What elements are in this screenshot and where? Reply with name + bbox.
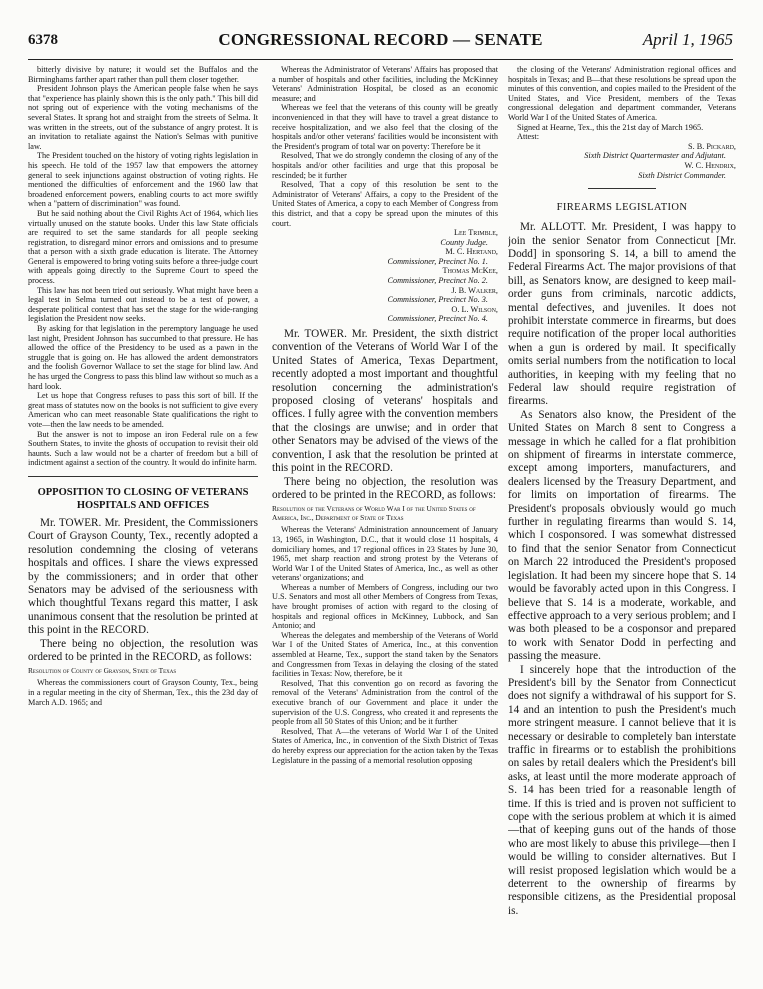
signature-block	[272, 228, 498, 324]
page-number: 6378	[28, 32, 58, 48]
signer-title: Commissioner, Precinct No. 4.	[387, 314, 488, 324]
signer-name: Lee Trimble,	[453, 228, 498, 238]
header-rule	[28, 59, 733, 60]
section-heading: FIREARMS LEGISLATION	[556, 202, 688, 214]
paragraph: But the answer is not to impose an iron Federal rule on a few Southern States, to invite the ghosts of occupation to revisit their old haunts. Such a law would not be a charter of freedom but a bill of indictment against a section of the country. It would do infinite harm.	[28, 429, 258, 468]
signer-name: J. B. Walker,	[451, 285, 498, 295]
paragraph: Mr. ALLOTT. Mr. President, I was happy to join the senior Senator from Connecticut [Mr. Dodd] in sponsoring S. 14, a bill to amend the Federal Firearms Act. The major provisions of that bill, as Senators know, are designed to keep mail-order guns from criminals, narcotic addicts, mental defectives, and juveniles. It does not prohibit interstate commerce in firearms, but does require notification of the proper local authorities when a gun is ordered by mail. It specifically omits serial numbers from the notification to local authorities, in keeping with my feeling that no Federal law should require registration of firearms.	[508, 221, 736, 408]
section-divider	[588, 188, 656, 189]
paragraph: Whereas the delegates and membership of the Veterans of World War I of the United States of America, Inc., at this convention assembled at Hearne, Tex., support the stand taken by the Senators and Congressmen from Texas in delaying the closing of the stated facilities in Texas: Now, therefore, be it	[272, 630, 498, 679]
issue-date: April 1, 1965	[642, 30, 733, 49]
paragraph: Resolved, That A—the veterans of World War I of the United States of America, Inc., in convention of the Sixth District of Texas do hereby express our appreciation for the action taken by the Texas Legislature in the passing of a memorial resolution opposing	[272, 726, 498, 765]
speech-block	[28, 517, 258, 664]
speech-block	[508, 221, 736, 918]
signer-name: S. B. Pickard,	[688, 141, 736, 151]
signer-title: Commissioner, Precinct No. 2.	[387, 276, 488, 286]
publication-title: CONGRESSIONAL RECORD — SENATE	[218, 30, 543, 49]
signer-title: Commissioner, Precinct No. 3.	[387, 295, 488, 305]
paragraph: President Johnson plays the American people false when he says that "experience has plainly shown this is the only path." This bill did not spring out of experience with the voting mechanisms of the several States. It sprang hot and straight from the streets of Selma. It was written in the streets, out of the substance of angry protest. It is an invitation to retaliate against the Nation's Selmas with punitive law.	[28, 84, 258, 151]
paragraph: bitterly divisive by nature; it would set the Buffalos and the Birminghams farther apart rather than pull them closer together.	[28, 65, 258, 84]
paragraph: Let us hope that Congress refuses to pass this sort of bill. If the great mass of statutes now on the books is not sufficient to give every American who can meet reasonable State qualifications the right to vote—then the law needs to be amended.	[28, 391, 258, 429]
section-divider	[28, 476, 258, 477]
section-heading: OPPOSITION TO CLOSING OF VETERANS HOSPITALS AND OFFICES	[37, 486, 249, 511]
paragraph: Whereas the commissioners court of Grayson County, Tex., being in a regular meeting in the city of Sherman, Tex., this the 23d day of March A.D. 1965; and	[28, 678, 258, 707]
resolution-continuation	[508, 65, 736, 180]
signer-title: County Judge.	[440, 237, 488, 247]
signer-title: Sixth District Commander.	[638, 170, 726, 180]
paragraph: Whereas the Administrator of Veterans' Affairs has proposed that a number of hospitals and other facilities, including the McKinney Veterans' Administration Hospital, be closed as an economic measure; and	[272, 65, 498, 103]
paragraph: By asking for that legislation in the peremptory language he used last night, President Johnson has succumbed to that pressure. He has allowed the office of the Presidency to be used as a pawn in the struggle that is going on. He has allowed the ardent demonstrators and the foolish Governor Wallace to set the stage for blind law. And he has urged the Congress to pass this blind law without so much as a hard look.	[28, 324, 258, 391]
speech-block	[272, 328, 498, 502]
signer-name: W. C. Hendrix,	[684, 160, 736, 170]
paragraph: The President touched on the history of voting rights legislation in his speech. He told of the 1957 law that empowers the attorney general to seek injunctions against obstruction of voting rights. He mentioned the difficulties of enforcement and the 1960 law that broadened enforcement powers, enabling courts to act more swiftly when a "pattern of discrimination" was found.	[28, 151, 258, 209]
resolution-body	[28, 678, 258, 707]
editorial-continuation	[28, 65, 258, 468]
paragraph: the closing of the Veterans' Administration regional offices and hospitals in Texas; and B—that these resolutions be spread upon the minutes of this convention, and copies mailed to the President of the United States, and Vice President, members of the Texas congressional delegation and department commander, Veterans World War I of the United States of America.	[508, 65, 736, 122]
paragraph: There being no objection, the resolution was ordered to be printed in the RECORD, as follows:	[28, 637, 258, 663]
signer-title: Sixth District Quartermaster and Adjutant.	[584, 151, 726, 161]
paragraph: Whereas the Veterans' Administration announcement of January 13, 1965, in Washington, D.C., that it would close 11 hospitals, 4 domiciliary homes, and 17 regional offices in 23 States by June 30, 1965, met sharp reaction and strong protest by the Veterans of World War I of the United States of America, Inc., as well as other veterans' organizations; and	[272, 525, 498, 583]
signer-name: M. C. Hertand,	[445, 247, 498, 257]
paragraph: Whereas a number of Members of Congress, including our two U.S. Senators and most all other Members of Congress from Texas, have brought promises of action with regard to the closing of hospitals and regional offices in McKinney, Lubbock, and San Antonio; and	[272, 582, 498, 631]
attest-label: Attest:	[517, 132, 539, 142]
paragraph: Whereas we feel that the veterans of this county will be greatly inconvenienced in that they will have to travel a great distance to receive hospitalization, and we also feel that the closing of the hospitals and/or other veterans' facilities would be inconsistent with the President's program of total war on poverty: Therefore be it	[272, 103, 498, 151]
resolution-title: Resolution of the Veterans of World War I of the United States of America, Inc., Department of State of Texas	[272, 504, 476, 523]
paragraph: Resolved, That a copy of this resolution be sent to the Administrator of Veterans' Affairs, a copy to the President of the United States of America, a copy to each Member of Congress from this district, and that a copy be spread upon the minutes of this court.	[272, 180, 498, 228]
paragraph: Resolved, That we do strongly condemn the closing of any of the hospitals and/or other facilities and urge that this proposal be rescinded; be it further	[272, 151, 498, 180]
resolution-title: Resolution of County of Grayson, State of Texas	[28, 666, 177, 676]
signer-name: Thomas McKee,	[442, 266, 498, 276]
paragraph: This law has not been tried out seriously. What might have been a legal test in Selma turned out instead to be a test of power, a desperate political contest that has set the stage for the wide-ranging legislation the President now seeks.	[28, 285, 258, 324]
paragraph: As Senators also know, the President of the United States on March 8 sent to Congress a message in which he called for a flat prohibition on shipment of firearms in interstate commerce, except among importers, manufacturers, and dealers licensed by the Treasury Department, and for limits on importation of firearms. The President's proposals obviously would go much further in regulating firearms than would S. 14, which I cosponsored. I was somewhat distressed to find that the senior Senator from Connecticut on March 22 introduced the President's proposed legislation. It had been my sincere hope that S. 14 would be favorably acted upon in this Congress. I believe that S. 14 is a moderate, workable, and effective approach to a very serious problem; and I was both pleased to be a cosponsor and prepared to work with Senator Dodd in perfecting and passing the measure.	[508, 408, 736, 663]
paragraph: But he said nothing about the Civil Rights Act of 1964, which lies virtually unused on the statute books. Under this law State officials are required to set the same standards for all people seeking registration, to disregard minor errors and omissions and to presume that a person with a sixth grade education is literate. The Attorney General is empowered to bring voting suits before a three-judge court with appeals going directly to the Supreme Court to speed the process.	[28, 208, 258, 286]
signer-name: O. L. Wilson,	[451, 304, 498, 314]
column-2	[272, 65, 498, 975]
resolution-body	[272, 525, 498, 765]
column-3	[508, 65, 736, 975]
resolution-continuation	[272, 65, 498, 228]
paragraph: Signed at Hearne, Tex., this the 21st day of March 1965.	[517, 122, 704, 132]
paragraph: I sincerely hope that the introduction of the President's bill by the Senator from Connecticut does not signify a withdrawal of his support for S. 14 and an intention to push the President's much more stringent measure. I cannot believe that it is necessary or desirable to completely ban interstate traffic in firearms or to establish the prohibitions on sales by retail dealers which the President's bill asks, at least until the more moderate approach of S. 14 has been tried for a reasonable length of time. If this is tried and is proven not sufficient to cope with the serious problem at which it is aimed—that of keeping guns out of the hands of those who are most likely to abuse this privilege—then I would be willing to consider alternatives. But I will resist proposed legislation which would be a deterrent to the ownership of firearms by responsible citizens, as the Presidential proposal is.	[508, 663, 736, 917]
column-1	[28, 65, 258, 975]
running-header	[28, 28, 733, 54]
signer-title: Commissioner, Precinct No. 1.	[387, 256, 488, 266]
paragraph: Mr. TOWER. Mr. President, the Commissioners Court of Grayson County, Tex., recently adopted a resolution condemning the closing of veterans hospitals and offices. I share the views expressed by the commissioners; and in order that other Senators may be advised of the seriousness with which thoughtful Texans regard this matter, I ask unanimous consent that the resolution be printed at this point in the RECORD.	[28, 516, 258, 637]
paragraph: Resolved, That this convention go on record as favoring the removal of the Veterans' Administration from the control of the executive branch of our Government and place it under the supervision of the U.S. Congress, who created it and represents the people from all 50 States of this Union; and be it further	[272, 678, 498, 727]
paragraph: There being no objection, the resolution was ordered to be printed in the RECORD, as follows:	[272, 475, 498, 501]
paragraph: Mr. TOWER. Mr. President, the sixth district convention of the Veterans of World War I of the United States of America, Texas Department, recently adopted a most important and thoughtful resolution concerning the administration's proposed closing of veterans' hospitals and offices. I fully agree with the convention members that the closings are unwise; and in order that other Senators may be advised of the views of the convention, I ask that the resolution be printed at this point in the RECORD.	[272, 328, 498, 475]
